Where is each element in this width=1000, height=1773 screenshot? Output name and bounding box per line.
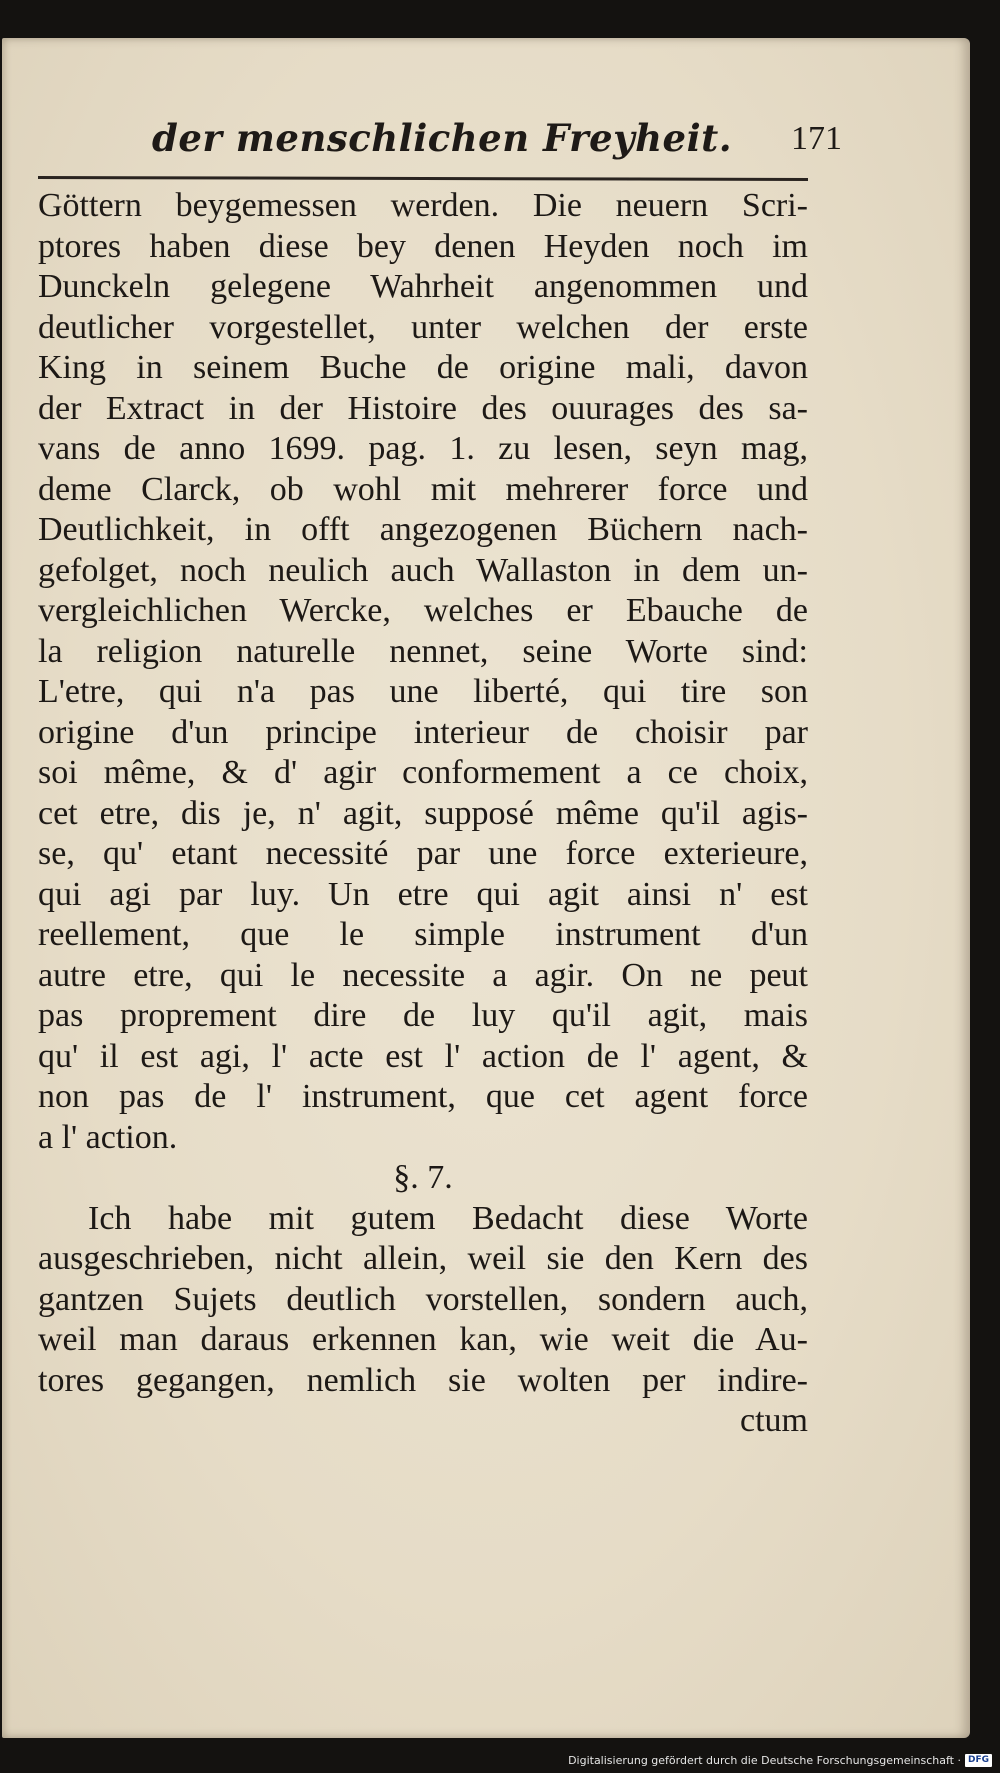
text-line: der Extract in der Histoire des ouurages des sa- (38, 389, 808, 427)
text-line: pas proprement dire de luy qu'il agit, mais (38, 997, 808, 1034)
page-number: 171 (791, 120, 842, 157)
text-line: Ich habe mit gutem Bedacht diese Worte (88, 1199, 808, 1237)
text-line: soi même, & d' agir conformement a ce choix, (38, 754, 808, 791)
text-line: a l' action. (38, 1118, 178, 1156)
section-heading: §. 7. (393, 1159, 453, 1196)
text-line: qu' il est agi, l' acte est l' action de l' agent, & (38, 1037, 808, 1075)
text-line: L'etre, qui n'a pas une liberté, qui tire son (38, 673, 808, 710)
running-head: der menschlichen Freyheit. (152, 116, 733, 160)
text-line: vans de anno 1699. pag. 1. zu lesen, seyn mag, (38, 430, 808, 467)
text-line: ptores haben diese bey denen Heyden noch im (38, 227, 808, 265)
text-line: gantzen Sujets deutlich vorstellen, sondern auch, (38, 1280, 808, 1318)
text-line: gefolget, noch neulich auch Wallaston in dem un- (38, 551, 808, 589)
text-line: deutlicher vorgestellet, unter welchen der erste (38, 308, 808, 346)
text-line: deme Clarck, ob wohl mit mehrerer force und (38, 470, 808, 508)
text-line: reellement, que le simple instrument d'un (38, 916, 808, 953)
text-line: Göttern beygemessen werden. Die neuern Scri- (38, 187, 808, 224)
text-line: non pas de l' instrument, que cet agent force (38, 1078, 808, 1115)
text-line: cet etre, dis je, n' agit, supposé même qu'il agis- (38, 794, 808, 832)
main-text (38, 186, 808, 1442)
text-line: weil man daraus erkennen kan, wie weit die Au- (38, 1321, 808, 1358)
text-line: Deutlichkeit, in offt angezogenen Büchern nach- (38, 511, 808, 548)
dfg-logo: DFG (965, 1754, 992, 1767)
header-rule (38, 176, 808, 181)
text-line: ausgeschrieben, nicht allein, weil sie den Kern des (38, 1240, 808, 1277)
credit-text: Digitalisierung gefördert durch die Deutsche Forschungsgemeinschaft · (568, 1754, 961, 1767)
text-line: qui agi par luy. Un etre qui agit ainsi n' est (38, 875, 808, 913)
text-line: origine d'un principe interieur de choisir par (38, 713, 808, 751)
text-line: vergleichlichen Wercke, welches er Ebauche de (38, 592, 808, 629)
digitization-credit (568, 1754, 992, 1767)
text-line: se, qu' etant necessité par une force exterieure, (38, 835, 808, 872)
catchword: ctum (740, 1402, 808, 1439)
text-line: la religion naturelle nennet, seine Worte sind: (38, 632, 808, 670)
page-header (152, 116, 842, 176)
text-line: Dunckeln gelegene Wahrheit angenommen und (38, 268, 808, 305)
text-line: tores gegangen, nemlich sie wolten per indire- (38, 1361, 808, 1399)
text-line: King in seinem Buche de origine mali, davon (38, 349, 808, 386)
book-page (2, 38, 970, 1738)
text-line: autre etre, qui le necessite a agir. On ne peut (38, 956, 808, 994)
